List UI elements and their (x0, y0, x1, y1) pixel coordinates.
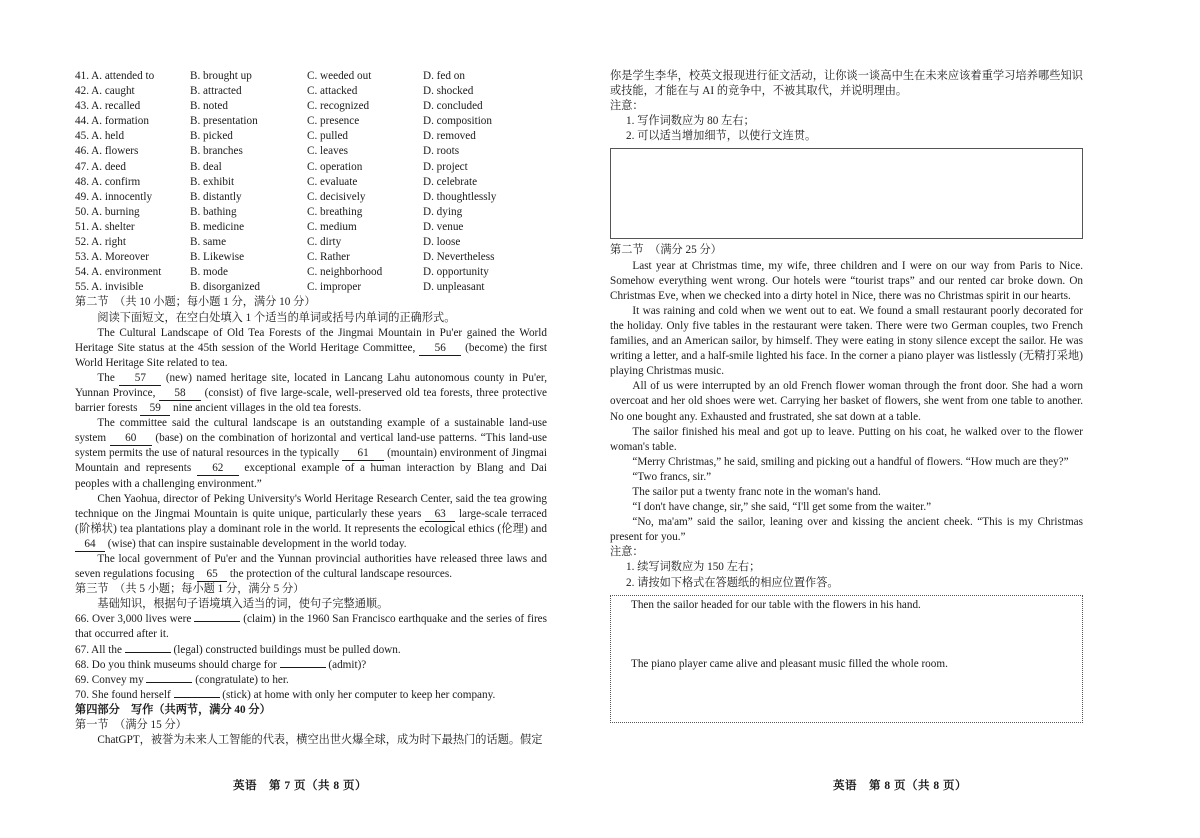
option-choice[interactable]: 42. A. caught (75, 85, 135, 98)
option-choice[interactable]: B. brought up (190, 70, 252, 82)
option-row (75, 84, 547, 99)
continuation-line-1: Then the sailor headed for our table with the flowers in his hand. (631, 598, 921, 611)
blank-61[interactable]: 61 (342, 447, 384, 461)
story-paragraph-4: The sailor finished his meal and got up to leave. Putting on his coat, he walked over to the flower woman's table. (610, 425, 1083, 453)
blank-57[interactable]: 57 (119, 372, 161, 386)
note2-label: 注意： (610, 546, 644, 559)
option-choice[interactable]: B. noted (190, 100, 228, 113)
option-choice[interactable]: B. branches (190, 145, 243, 158)
option-row (75, 129, 547, 144)
option-row (75, 160, 547, 175)
sentence-67: 67. All the (legal) constructed buildings must be pulled down. (75, 643, 401, 656)
option-choice[interactable]: B. disorganized (190, 281, 261, 294)
option-choice[interactable]: B. medicine (190, 220, 245, 233)
option-choice[interactable]: D. removed (423, 130, 476, 143)
option-choice[interactable]: 45. A. held (75, 130, 125, 143)
option-choice[interactable]: D. venue (423, 220, 464, 233)
sentence-70: 70. She found herself (stick) at home with only her computer to keep her company. (75, 688, 496, 701)
writing1-prompt-continued: 你是学生李华，校英文报现进行征文活动，让你谈一谈高中生在未来应该着重学习培养哪些知识或技能，才能在与 AI 的竞争中，不被其取代，并说明理由。 (610, 70, 1083, 98)
blank-60[interactable]: 60 (110, 432, 152, 446)
option-choice[interactable]: 44. A. formation (75, 115, 149, 128)
option-choice[interactable]: B. picked (190, 130, 233, 143)
option-choice[interactable]: 43. A. recalled (75, 100, 141, 113)
part4-heading: 第四部分 写作（共两节，满分 40 分） (75, 703, 271, 716)
option-choice[interactable]: D. shocked (423, 85, 474, 98)
story-paragraph-9: “No, ma'am” said the sailor, leaning over and kissing the ancient cheek. “This is my Christmas present for you.” (610, 516, 1083, 544)
continuation-answer-box[interactable] (610, 595, 1083, 723)
option-row (75, 220, 547, 235)
option-row (75, 235, 547, 250)
option-choice[interactable]: C. dirty (307, 236, 342, 249)
option-choice[interactable]: 54. A. environment (75, 266, 162, 279)
option-row (75, 144, 547, 159)
section3-instruction: 基础知识，根据句子语境填入适当的词，使句子完整通顺。 (97, 598, 389, 611)
option-choice[interactable]: 51. A. shelter (75, 220, 135, 233)
section3-heading: 第三节 （共 5 小题；每小题 1 分，满分 5 分） (75, 583, 305, 596)
option-choice[interactable]: D. opportunity (423, 266, 489, 279)
blank-59[interactable]: 59 (140, 402, 170, 416)
option-choice[interactable]: C. breathing (307, 205, 363, 218)
section2-instruction: 阅读下面短文，在空白处填入 1 个适当的单词或括号内单词的正确形式。 (97, 311, 456, 324)
option-choice[interactable]: D. unpleasant (423, 281, 485, 294)
blank-68[interactable] (280, 667, 326, 668)
option-row (75, 205, 547, 220)
left-page-footer: 英语 第 7 页（共 8 页） (233, 780, 367, 792)
section2-heading: 第二节 （共 10 小题；每小题 1 分，满分 10 分） (75, 296, 316, 309)
option-choice[interactable]: 41. A. attended to (75, 70, 155, 82)
option-choice[interactable]: C. neighborhood (307, 266, 383, 279)
blank-56[interactable]: 56 (419, 342, 461, 356)
blank-70[interactable] (174, 697, 220, 698)
option-choice[interactable]: D. composition (423, 115, 492, 128)
blank-69[interactable] (146, 682, 192, 683)
blank-67[interactable] (125, 652, 171, 653)
story-paragraph-7: The sailor put a twenty franc note in the woman's hand. (632, 485, 881, 498)
note-1: 1. 写作词数应为 80 左右； (626, 115, 755, 128)
writing1-answer-box[interactable] (610, 148, 1083, 239)
right-column (610, 69, 1083, 727)
option-row (75, 250, 547, 265)
option-choice[interactable]: C. weeded out (307, 70, 372, 82)
option-choice[interactable]: C. attacked (307, 85, 358, 98)
right-page (600, 0, 1200, 838)
option-row (75, 265, 547, 280)
story-paragraph-2: It was raining and cold when we went out to eat. We found a small restaurant poorly decorated for the holiday. Only five tables in the restaurant were taken. There were two German couples, two French families, and an American sailor, by himself. They were eating in stony silence except the sailor. He was writing a letter, and a half-smile lighted his face. In the corner a piano player was listlessly (无精打采地) playing Christmas music. (610, 304, 1083, 378)
continuation-line-2: The piano player came alive and pleasant music filled the whole room. (631, 657, 948, 670)
sentence-69: 69. Convey my (congratulate) to her. (75, 673, 289, 686)
option-row (75, 114, 547, 129)
option-choice[interactable]: B. Likewise (190, 251, 245, 264)
note2-1: 1. 续写词数应为 150 左右； (626, 561, 761, 574)
blank-64[interactable]: 64 (75, 538, 105, 552)
option-choice[interactable]: D. loose (423, 236, 461, 249)
option-choice[interactable]: 47. A. deed (75, 160, 126, 173)
option-row (75, 69, 547, 84)
option-row (75, 280, 547, 295)
option-choice[interactable]: D. concluded (423, 100, 483, 113)
option-choice[interactable]: 53. A. Moreover (75, 251, 149, 264)
option-choice[interactable]: 48. A. confirm (75, 175, 141, 188)
writing1-heading: 第一节 （满分 15 分） (75, 719, 187, 732)
story-paragraph-3: All of us were interrupted by an old French flower woman through the front door. She had a worn overcoat and her old shoes were wet. Carrying her basket of flowers, she went from one table to another. No one bought any. Exhausted and frustrated, she sat down at a table. (610, 380, 1083, 423)
passage-paragraph-2: The 57 (new) named heritage site, located in Lancang Lahu autonomous county in Pu'er, Yunnan Province, 58 (consist) of five large-scale, well-preserved old tea forests, three protective barrier forests 59 nine ancient villages in the old tea forests. (75, 371, 548, 415)
option-choice[interactable]: C. evaluate (307, 175, 358, 188)
option-choice[interactable]: D. roots (423, 145, 460, 158)
option-choice[interactable]: D. fed on (423, 70, 465, 82)
left-column (75, 69, 547, 748)
note-label: 注意： (610, 100, 644, 113)
option-choice[interactable]: 52. A. right (75, 236, 126, 249)
option-choice[interactable]: D. Nevertheless (423, 251, 495, 264)
passage-paragraph-5: The local government of Pu'er and the Yunnan provincial authorities have released three laws and seven regulations focusing 65 the protection of the cultural landscape resources. (75, 553, 547, 581)
option-choice[interactable]: C. decisively (307, 190, 366, 203)
note-2: 2. 可以适当增加细节，以使行文连贯。 (626, 130, 817, 143)
option-choice[interactable]: B. distantly (190, 190, 242, 203)
right-page-footer: 英语 第 8 页（共 8 页） (833, 780, 967, 792)
writing2-heading: 第二节 （满分 25 分） (610, 244, 722, 257)
blank-63[interactable]: 63 (425, 508, 455, 522)
option-choice[interactable]: C. operation (307, 160, 363, 173)
option-choice[interactable]: 50. A. burning (75, 205, 140, 218)
blank-65[interactable]: 65 (197, 568, 227, 582)
option-choice[interactable]: C. leaves (307, 145, 349, 158)
option-choice[interactable]: D. project (423, 160, 468, 173)
options-list (75, 69, 547, 295)
passage-paragraph-1: The Cultural Landscape of Old Tea Forests of the Jingmai Mountain in Pu'er gained the World Heritage Site status at the 45th session of the World Heritage Committee, 56 (become) the first World Heritage Site related to tea. (75, 326, 547, 369)
option-choice[interactable]: D. thoughtlessly (423, 190, 497, 203)
story-paragraph-8: “I don't have change, sir,” she said, “I'll get some from the waiter.” (632, 501, 932, 514)
story-paragraph-1: Last year at Christmas time, my wife, three children and I were on our way from Paris to Nice. Somehow everything went wrong. Our hotels were “tourist traps” and our rented car broke down. On Christmas Eve, when we checked into a dirty hotel in Nice, there was no Christmas spirit in our hearts. (610, 259, 1083, 302)
option-choice[interactable]: B. presentation (190, 115, 258, 128)
option-choice[interactable]: B. mode (190, 266, 228, 279)
blank-62[interactable]: 62 (197, 462, 239, 476)
option-choice[interactable]: C. medium (307, 220, 357, 233)
option-choice[interactable]: 49. A. innocently (75, 190, 153, 203)
passage-paragraph-4: Chen Yaohua, director of Peking University's World Heritage Research Center, said the tea growing technique on the Jingmai Mountain is quite unique, particularly these years 63 large-scale terraced (阶梯状) tea plantations play a dominant role in the world. It represents the ecological ethics (伦理) and 64 (wise) that can inspire sustainable development in the world today. (75, 492, 547, 550)
sentence-66: 66. Over 3,000 lives were (claim) in the 1960 San Francisco earthquake and the series of fires that occurred after it. (75, 613, 547, 641)
option-choice[interactable]: 55. A. invisible (75, 281, 144, 294)
blank-66[interactable] (194, 621, 240, 622)
option-row (75, 190, 547, 205)
option-choice[interactable]: C. Rather (307, 251, 350, 264)
option-choice[interactable]: C. recognized (307, 100, 370, 113)
option-row (75, 99, 547, 114)
writing1-prompt: ChatGPT，被誉为未来人工智能的代表，横空出世火爆全球，成为时下最热门的话题。假定 (97, 734, 543, 747)
option-row (75, 175, 547, 190)
story-paragraph-5: “Merry Christmas,” he said, smiling and picking out a handful of flowers. “How much are they?” (632, 455, 1069, 468)
option-choice[interactable]: B. deal (190, 160, 222, 173)
note2-2: 2. 请按如下格式在答题纸的相应位置作答。 (626, 576, 839, 589)
option-choice[interactable]: 46. A. flowers (75, 145, 139, 158)
option-choice[interactable]: B. exhibit (190, 175, 235, 188)
option-choice[interactable]: B. attracted (190, 85, 242, 98)
option-choice[interactable]: C. pulled (307, 130, 349, 143)
sentence-68: 68. Do you think museums should charge for (admit)? (75, 658, 367, 671)
option-choice[interactable]: D. celebrate (423, 175, 478, 188)
option-choice[interactable]: B. same (190, 236, 227, 249)
option-choice[interactable]: B. bathing (190, 205, 237, 218)
blank-58[interactable]: 58 (159, 387, 201, 401)
option-choice[interactable]: C. improper (307, 281, 362, 294)
option-choice[interactable]: D. dying (423, 205, 463, 218)
option-choice[interactable]: C. presence (307, 115, 360, 128)
passage-paragraph-3: The committee said the cultural landscape is an outstanding example of a sustainable land-use system 60 (base) on the combination of horizontal and vertical land-use patterns. “This land-use system permits the use of natural resources in the typically 61 (mountain) environment of Jingmai Mountain and represents 62 exceptional example of a human interaction by Blang and Dai peoples with a challenging environment.” (75, 417, 548, 490)
story-paragraph-6: “Two francs, sir.” (632, 470, 712, 483)
